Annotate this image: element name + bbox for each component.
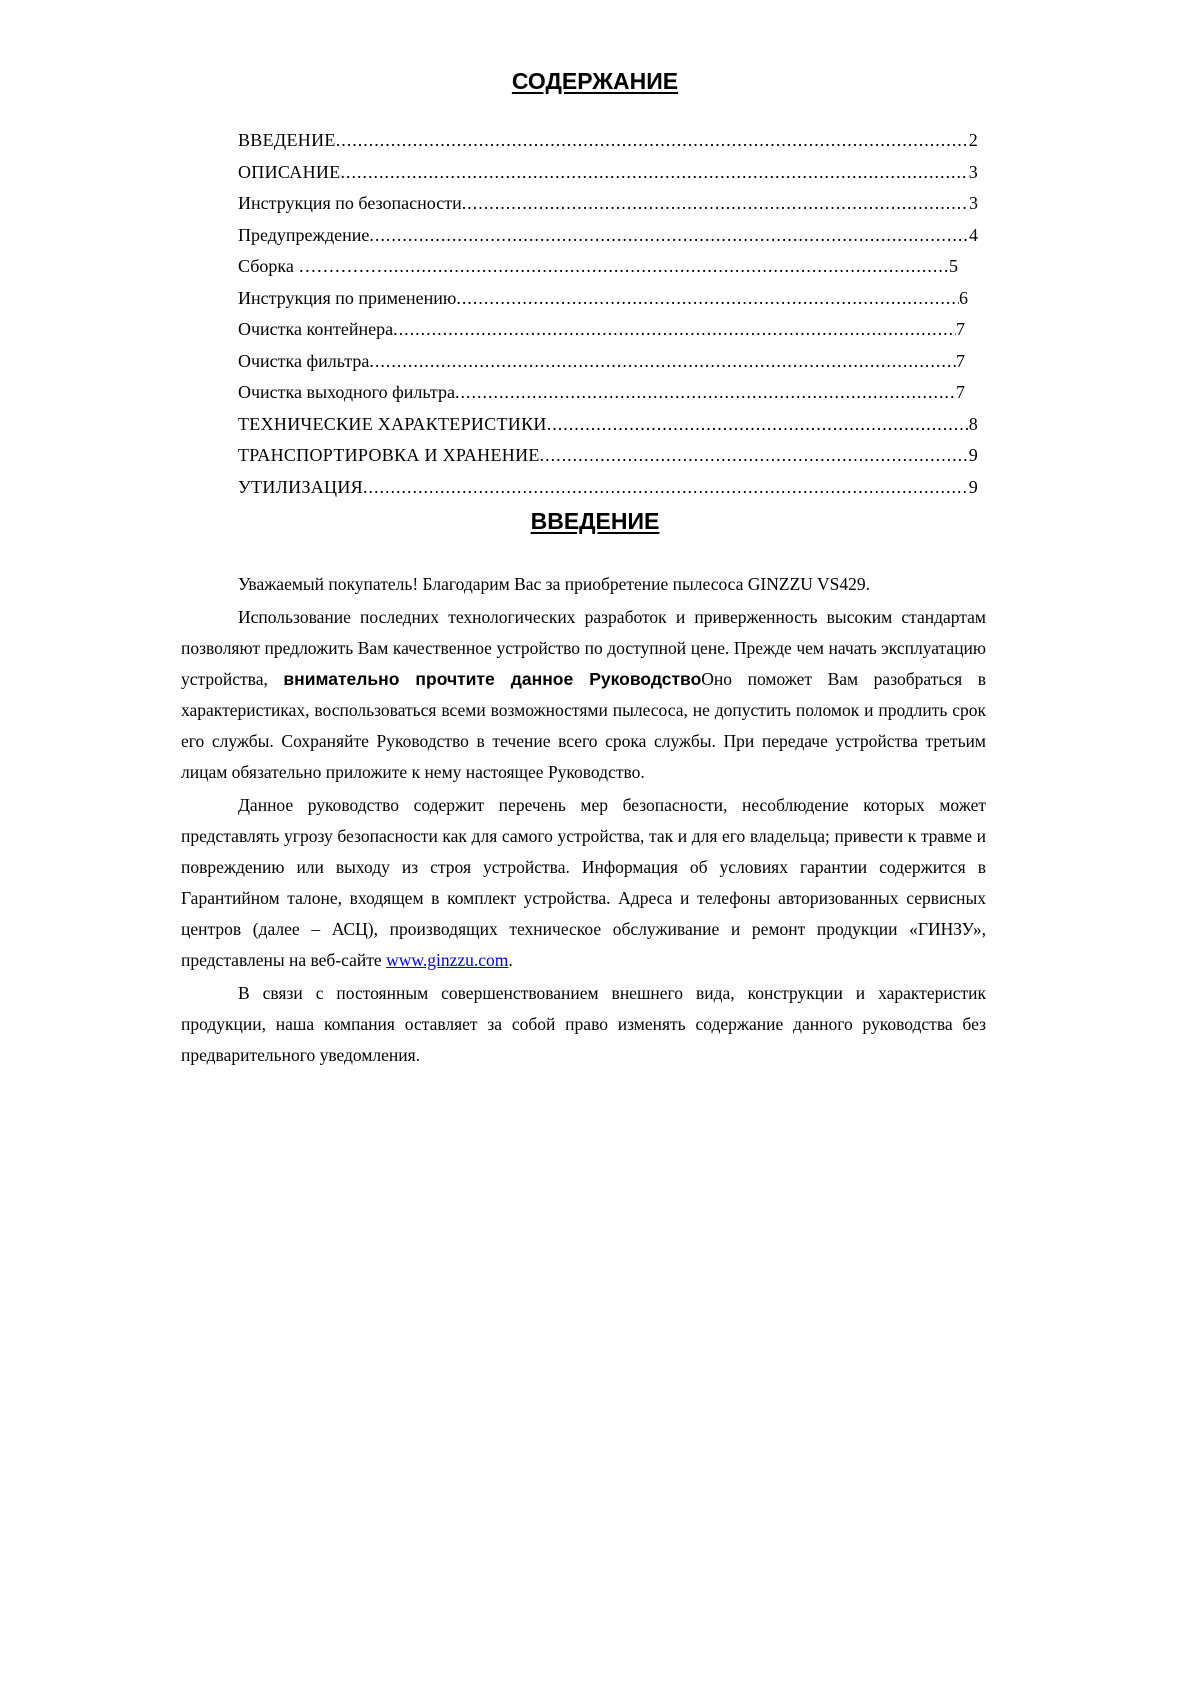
intro-paragraph-changes: В связи с постоянным совершенствованием внешнего вида, конструкции и характеристик продукции, наша компания оставляет за собой право изменять содержание данного руководства без предварительного уведомления. xyxy=(181,983,986,1065)
toc-entry-title: УТИЛИЗАЦИЯ xyxy=(238,476,363,497)
toc-entry-title: Очистка выходного фильтра xyxy=(238,382,455,402)
toc-leader-dots xyxy=(369,225,969,246)
toc-entry[interactable] xyxy=(238,256,958,288)
toc-leader-dots xyxy=(341,162,969,183)
toc-entry-title: ТЕХНИЧЕСКИЕ ХАРАКТЕРИСТИКИ xyxy=(238,413,547,434)
intro-body xyxy=(181,569,986,1073)
toc-entry-page: 6 xyxy=(959,287,968,308)
toc-entry-page: 7 xyxy=(956,350,965,371)
toc-heading: СОДЕРЖАНИЕ xyxy=(511,68,679,94)
toc-entry[interactable] xyxy=(238,445,978,477)
toc-entry-title: ВВЕДЕНИЕ xyxy=(238,130,336,150)
toc-entry-page: 9 xyxy=(968,476,978,497)
toc-entry[interactable] xyxy=(238,319,965,351)
website-link[interactable]: www.ginzzu.com xyxy=(386,950,509,970)
toc-entry-page: 3 xyxy=(968,161,978,182)
toc-entry[interactable] xyxy=(238,351,965,383)
intro-paragraph-greeting: Уважаемый покупатель! Благодарим Вас за приобретение пылесоса GINZZU VS429. xyxy=(238,574,870,594)
toc-entry[interactable] xyxy=(238,162,978,194)
toc-entry-page: 7 xyxy=(956,382,965,402)
toc-entry[interactable] xyxy=(238,130,978,162)
toc-leader-dots xyxy=(336,130,969,151)
paragraph-text: Данное руководство содержит перечень мер безопасности, несоблюдение которых может представлять угрозу безопасности как для самого устройства, так и для его владельца; привести к травме и повреждению или выходу из строя устройства. Информация об условиях гарантии содержится в Гарантийном талоне, входящем в комплект устройства. Адреса и телефоны авторизованных сервисных центров (далее – АСЦ), производящих техническое обслуживание и ремонт продукции «ГИНЗУ», представлены на веб-сайте xyxy=(181,795,986,970)
toc-entry-title: Очистка контейнера xyxy=(238,319,394,339)
emphasis-text: внимательно прочтите данное Руководство xyxy=(283,669,702,689)
toc-entry[interactable] xyxy=(238,193,978,225)
toc-entry-title: Предупреждение xyxy=(238,224,370,245)
paragraph-text: . xyxy=(508,950,513,970)
toc-leader-dots xyxy=(369,351,956,372)
toc-entry-title: Инструкция по применению xyxy=(238,287,457,308)
toc-leader-dots xyxy=(455,382,956,403)
toc-entry-page: 2 xyxy=(968,130,978,150)
intro-paragraph-safety xyxy=(181,790,986,976)
toc-leader-dots xyxy=(456,288,959,309)
toc-entry[interactable] xyxy=(238,414,978,446)
toc-entry-title: ТРАНСПОРТИРОВКА И ХРАНЕНИЕ xyxy=(238,445,540,465)
toc-leader-dots xyxy=(540,445,969,466)
toc-leader-dots xyxy=(388,256,949,277)
paragraph-text: Оно поможет Вам разобраться в характеристиках, воспользоваться всеми возможностями пылесоса, не допустить поломок и продлить срок его службы. Сохраняйте Руководство в течение всего срока службы. При передаче устройства третьим лицам обязательно приложите к нему настоящее Руководство. xyxy=(181,669,986,782)
toc-entry-page: 5 xyxy=(949,256,958,276)
toc-entry-title: ОПИСАНИЕ xyxy=(238,161,341,182)
toc-leader-dots xyxy=(547,414,969,435)
toc-entry-page: 3 xyxy=(969,193,978,213)
toc-entry-title: Очистка фильтра xyxy=(238,350,370,371)
toc-entry-page: 4 xyxy=(969,224,978,245)
toc-leader-dots xyxy=(393,319,956,340)
toc-entry[interactable] xyxy=(238,477,978,509)
toc-leader-dots xyxy=(462,193,969,214)
toc-entry-title: Сборка …………… xyxy=(238,256,389,276)
toc-entry-title: Инструкция по безопасности xyxy=(238,193,462,213)
toc-entry[interactable] xyxy=(238,225,978,257)
intro-heading: ВВЕДЕНИЕ xyxy=(530,508,660,534)
table-of-contents xyxy=(238,130,978,508)
toc-entry-page: 9 xyxy=(968,445,978,465)
toc-entry-page: 7 xyxy=(956,319,965,339)
paragraph-text: Использование последних технологических разработок и приверженность высоким стандартам позволяют предложить Вам качественное устройство по доступной цене. Прежде чем начать эксплуатацию устройства, xyxy=(181,607,986,689)
toc-entry[interactable] xyxy=(238,382,965,414)
toc-entry-page: 8 xyxy=(968,413,978,434)
toc-entry[interactable] xyxy=(238,288,968,320)
intro-paragraph-technology xyxy=(181,602,986,788)
toc-leader-dots xyxy=(363,477,969,498)
